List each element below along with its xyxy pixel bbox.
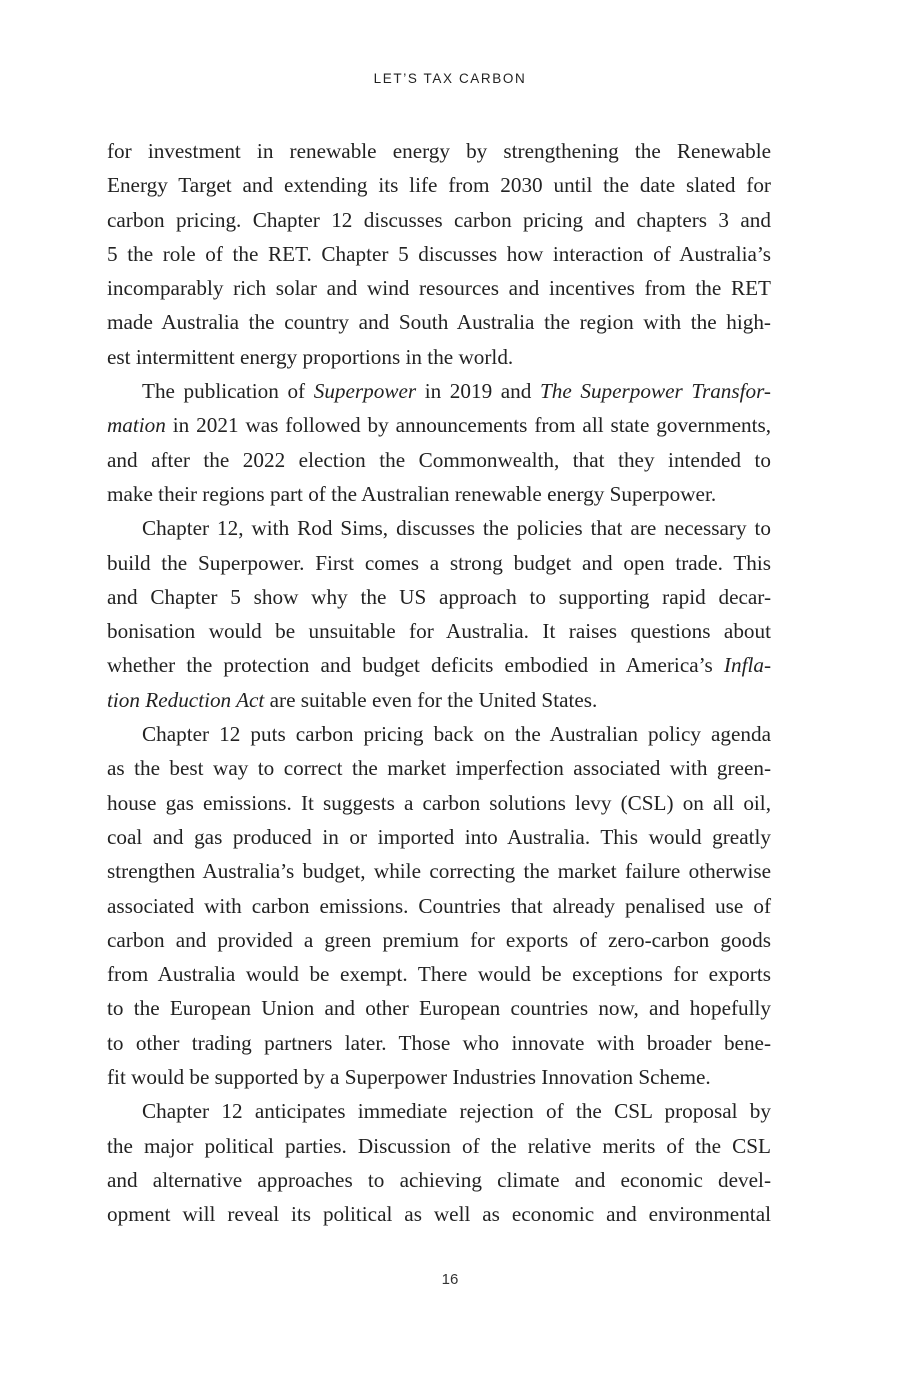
text-line (107, 683, 771, 717)
text-line (107, 648, 771, 682)
text-line: Chapter 12 puts carbon pricing back on the Australian policy agenda (142, 722, 771, 747)
book-title: Superpower (313, 379, 417, 404)
text-line: carbon and provided a green premium for exports of zero-carbon goods (107, 927, 771, 952)
text-line (107, 408, 771, 442)
text-run: The publication of (142, 379, 314, 404)
paragraph (107, 374, 771, 511)
text-line: as the best way to correct the market imperfection associated with green- (107, 756, 771, 781)
book-title: The Superpower Transfor- (539, 379, 771, 404)
paragraph (107, 511, 771, 717)
paragraph (107, 1094, 771, 1231)
text-line: to other trading partners later. Those who innovate with broader bene- (107, 1030, 771, 1055)
text-line: strengthen Australia’s budget, while correcting the market failure otherwise (107, 859, 771, 884)
body-text (107, 134, 771, 1232)
act-title: tion Reduction Act (107, 687, 265, 712)
text-line: fit would be supported by a Superpower Industries Innovation Scheme. (107, 1065, 711, 1090)
text-line: Chapter 12, with Rod Sims, discusses the policies that are necessary to (142, 516, 771, 541)
text-line: from Australia would be exempt. There would be exceptions for exports (107, 962, 771, 987)
text-line: carbon pricing. Chapter 12 discusses carbon pricing and chapters 3 and (107, 207, 771, 232)
text-line: coal and gas produced in or imported into Australia. This would greatly (107, 824, 771, 849)
text-line: bonisation would be unsuitable for Australia. It raises questions about (107, 619, 771, 644)
text-line: build the Superpower. First comes a strong budget and open trade. This (107, 550, 771, 575)
page-number: 16 (441, 1271, 459, 1288)
text-line: the major political parties. Discussion of the relative merits of the CSL (107, 1133, 771, 1158)
text-line: make their regions part of the Australian renewable energy Superpower. (107, 481, 717, 506)
text-run: in 2021 was followed by announcements from all state governments, (165, 413, 771, 438)
text-line: and alternative approaches to achieving climate and economic devel- (107, 1167, 771, 1192)
text-line: for investment in renewable energy by strengthening the Renewable (107, 139, 771, 163)
text-line: and after the 2022 election the Commonwealth, that they intended to (107, 447, 771, 472)
text-line: opment will reveal its political as well as economic and environmental (107, 1202, 771, 1227)
text-run: in 2019 and (416, 379, 540, 404)
text-line: est intermittent energy proportions in the world. (107, 344, 514, 369)
text-line: and Chapter 5 show why the US approach to supporting rapid decar- (107, 584, 771, 609)
paragraph (107, 717, 771, 1094)
paragraph (107, 134, 771, 374)
text-line: associated with carbon emissions. Countries that already penalised use of (107, 893, 771, 918)
text-line: incomparably rich solar and wind resources and incentives from the RET (107, 276, 771, 301)
text-line: 5 the role of the RET. Chapter 5 discusses how interaction of Australia’s (107, 241, 771, 266)
text-line: Energy Target and extending its life from 2030 until the date slated for (107, 173, 771, 198)
text-line (107, 374, 771, 408)
text-run: whether the protection and budget deficits embodied in America’s (107, 653, 724, 678)
running-head: LET’S TAX CARBON (373, 71, 527, 86)
text-line: to the European Union and other European countries now, and hopefully (107, 996, 771, 1021)
text-line: Chapter 12 anticipates immediate rejection of the CSL proposal by (142, 1099, 771, 1124)
act-title: Infla- (723, 653, 771, 678)
text-line: made Australia the country and South Australia the region with the high- (107, 310, 771, 335)
text-line: house gas emissions. It suggests a carbon solutions levy (CSL) on all oil, (107, 790, 771, 815)
book-title: mation (107, 413, 166, 438)
text-run: are suitable even for the United States. (264, 687, 598, 712)
